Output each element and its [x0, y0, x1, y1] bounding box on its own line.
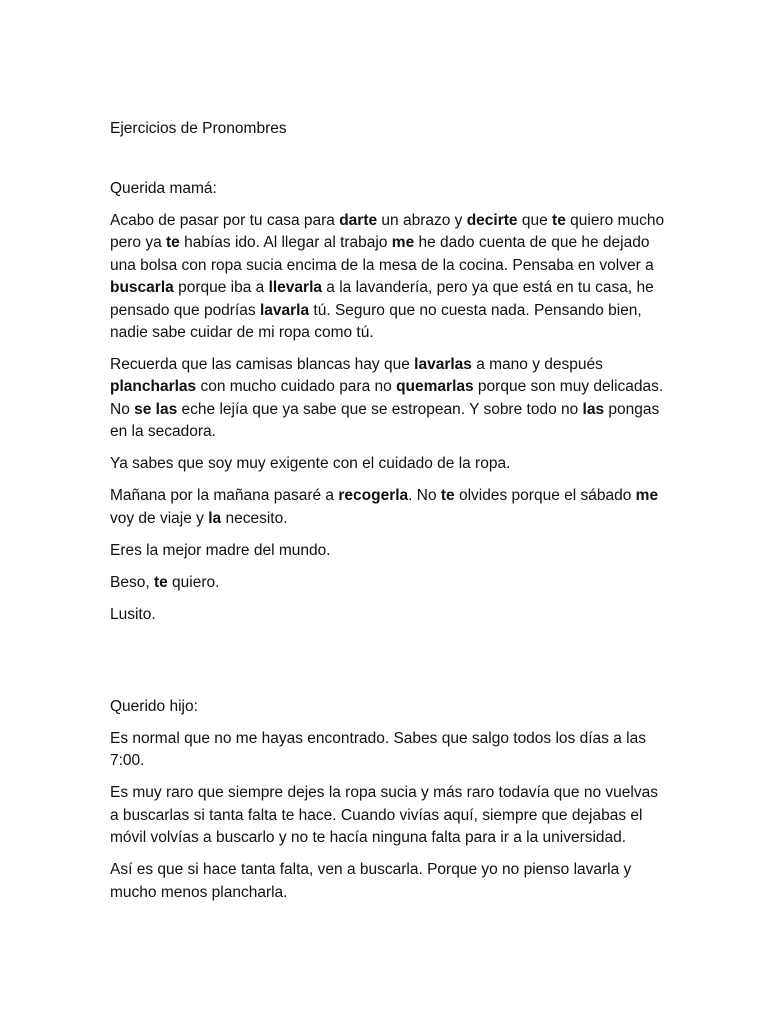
highlighted-pronoun: darte: [339, 212, 378, 229]
text-run: con mucho cuidado para no: [196, 378, 397, 396]
text-run: Es normal que no me hayas encontrado. Sabes que salgo todos los días a las 7:00.: [110, 730, 646, 770]
text-run: porque son muy delicadas. No: [110, 378, 664, 418]
highlighted-pronoun: lavarla: [259, 301, 310, 319]
highlighted-pronoun: recogerla: [338, 487, 409, 505]
letter-paragraph: [110, 728, 670, 773]
letter-paragraph: [110, 604, 670, 626]
highlighted-pronoun: te: [552, 212, 566, 229]
text-run: he dado cuenta de que he dejado una bolsa con ropa sucia encima de la mesa de la cocina. Pensaba en volver a: [110, 234, 654, 274]
text-run: Eres la mejor madre del mundo.: [110, 541, 331, 559]
highlighted-pronoun: plancharlas: [110, 378, 197, 396]
document-title: Ejercicios de Pronombres: [110, 120, 287, 137]
text-run: Mañana por la mañana pasaré a: [110, 487, 339, 505]
letter-body: [110, 728, 670, 904]
letter-to-mother: [110, 178, 670, 636]
highlighted-pronoun: llevarla: [268, 279, 322, 297]
highlighted-pronoun: decirte: [466, 212, 518, 229]
letter-paragraph: [110, 354, 670, 444]
text-run: pongas en la secadora.: [110, 400, 660, 441]
text-run: quiero.: [167, 573, 220, 591]
letter-paragraph: [110, 453, 670, 475]
text-run: voy de viaje y: [110, 509, 209, 527]
letter-paragraph: [110, 859, 670, 904]
highlighted-pronoun: lavarlas: [414, 356, 472, 374]
text-run: tú. Seguro que no cuesta nada. Pensando bien, nadie sabe cuidar de mi ropa como tú.: [110, 301, 642, 342]
letter-salutation: Querida mamá:: [110, 180, 217, 197]
letter-paragraph: [110, 782, 670, 849]
highlighted-pronoun: buscarla: [110, 279, 174, 297]
highlighted-pronoun: me: [635, 487, 659, 505]
letter-paragraph: [110, 572, 670, 594]
text-run: que: [517, 212, 553, 229]
highlighted-pronoun: te: [153, 573, 168, 591]
highlighted-pronoun: la: [208, 509, 222, 527]
text-run: eche lejía que ya sabe que se estropean. Y sobre todo no: [177, 400, 583, 418]
text-run: a mano y después: [471, 356, 603, 374]
letter-to-son: [110, 696, 670, 914]
letter-paragraph: [110, 540, 670, 562]
text-run: quiero mucho pero ya: [110, 212, 665, 252]
highlighted-pronoun: te: [440, 487, 455, 505]
text-run: Recuerda que las camisas blancas hay que: [110, 356, 415, 374]
highlighted-pronoun: te: [166, 234, 180, 252]
text-run: Beso,: [110, 573, 154, 591]
text-run: Acabo de pasar por tu casa para: [110, 212, 340, 229]
highlighted-pronoun: las: [582, 400, 605, 418]
highlighted-pronoun: quemarlas: [396, 378, 474, 396]
letter-salutation: Querido hijo:: [110, 698, 198, 715]
letter-body: [110, 210, 670, 626]
text-run: un abrazo y: [377, 212, 467, 229]
text-run: necesito.: [221, 509, 288, 527]
letter-paragraph: [110, 485, 670, 530]
highlighted-pronoun: me: [391, 234, 415, 252]
text-run: a la lavandería, pero ya que está en tu casa, he pensado que podrías: [110, 279, 654, 319]
text-run: Así es que si hace tanta falta, ven a buscarla. Porque yo no pienso lavarla y mucho menos plancharla.: [110, 861, 632, 901]
text-run: Ya sabes que soy muy exigente con el cuidado de la ropa.: [110, 455, 511, 473]
highlighted-pronoun: se las: [134, 400, 178, 418]
text-run: habías ido. Al llegar al trabajo: [179, 234, 392, 252]
text-run: Lusito.: [110, 605, 156, 623]
text-run: . No: [408, 487, 441, 505]
text-run: Es muy raro que siempre dejes la ropa sucia y más raro todavía que no vuelvas a buscarlas si tanta falta te hace. Cuando vivías aquí, siempre que dejabas el móvil volvías a buscarlo y no te hacía ninguna falta para ir a la universidad.: [110, 784, 658, 847]
letter-paragraph: [110, 210, 670, 344]
text-run: porque iba a: [173, 279, 269, 297]
text-run: olvides porque el sábado: [454, 487, 636, 505]
